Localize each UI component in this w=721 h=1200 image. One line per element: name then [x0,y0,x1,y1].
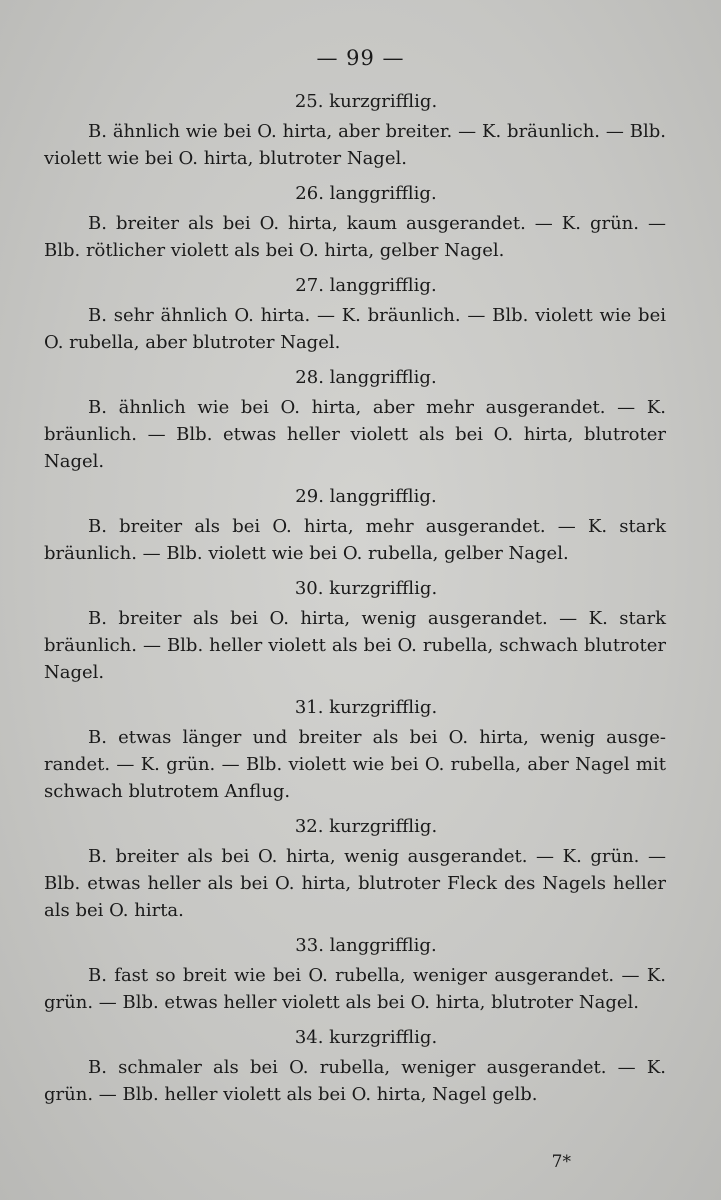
entry-title: 28. langgrifflig. [295,367,437,388]
entry-title: 33. langgrifflig. [295,935,437,956]
entry-30 [44,575,666,686]
entry-33 [44,932,666,1016]
entry-title: 34. kurzgrifflig. [294,1027,438,1048]
signature-mark: 7* [551,1152,571,1172]
entry-31 [44,694,666,805]
entry-text: B. schmaler als bei O. rubella, weniger ausgerandet. — K. grün. — Blb. heller violett als bei O. hirta, Nagel gelb. [44,1057,666,1105]
entry-text: B. ähnlich wie bei O. hirta, aber breiter. — K. bräunlich. — Blb. violett wie bei O. hirta, blutroter Nagel. [44,121,666,169]
entry-32 [44,813,666,924]
entry-text: B. sehr ähnlich O. hirta. — K. bräunlich. — Blb. violett wie bei O. rubella, aber blutroter Nagel. [44,305,666,353]
entry-title: 29. langgrifflig. [295,486,437,507]
entry-text: B. ähnlich wie bei O. hirta, aber mehr ausgerandet. — K. bräunlich. — Blb. etwas heller violett als bei O. hirta, blutroter Nagel. [44,397,666,472]
entry-text: B. breiter als bei O. hirta, kaum ausgerandet. — K. grün. — Blb. rötlicher violett als bei O. hirta, gelber Nagel. [44,213,666,261]
entry-text: B. fast so breit wie bei O. rubella, weniger ausgerandet. — K. grün. — Blb. etwas heller violett als bei O. hirta, blutroter Nagel. [44,965,666,1013]
entry-26 [44,180,666,264]
entry-title: 27. langgrifflig. [295,275,437,296]
entry-27 [44,272,666,356]
entry-text: B. breiter als bei O. hirta, wenig ausgerandet. — K. stark bräunlich. — Blb. heller violett als bei O. rubella, schwach blutroter Nagel. [44,608,666,683]
entry-25 [44,88,666,172]
entry-34 [44,1024,666,1108]
entry-title: 26. langgrifflig. [295,183,437,204]
entry-text: B. etwas länger und breiter als bei O. hirta, wenig ausgerandet. — K. grün. — Blb. violett wie bei O. rubella, aber Nagel mit schwach blutrotem Anflug. [44,727,666,802]
entry-text: B. breiter als bei O. hirta, wenig ausgerandet. — K. grün. — Blb. etwas heller als bei O. hirta, blutroter Fleck des Nagels heller als bei O. hirta. [44,846,666,921]
entry-title: 30. kurzgrifflig. [294,578,438,599]
entry-text: B. breiter als bei O. hirta, mehr ausgerandet. — K. stark bräunlich. — Blb. violett wie bei O. rubella, gelber Nagel. [44,516,666,564]
entry-title: 25. kurzgrifflig. [294,91,438,112]
entry-title: 32. kurzgrifflig. [294,816,438,837]
entry-title: 31. kurzgrifflig. [294,697,438,718]
entry-28 [44,364,666,475]
page-number: — 99 — [316,46,405,70]
page-body [44,88,666,1116]
entry-29 [44,483,666,567]
